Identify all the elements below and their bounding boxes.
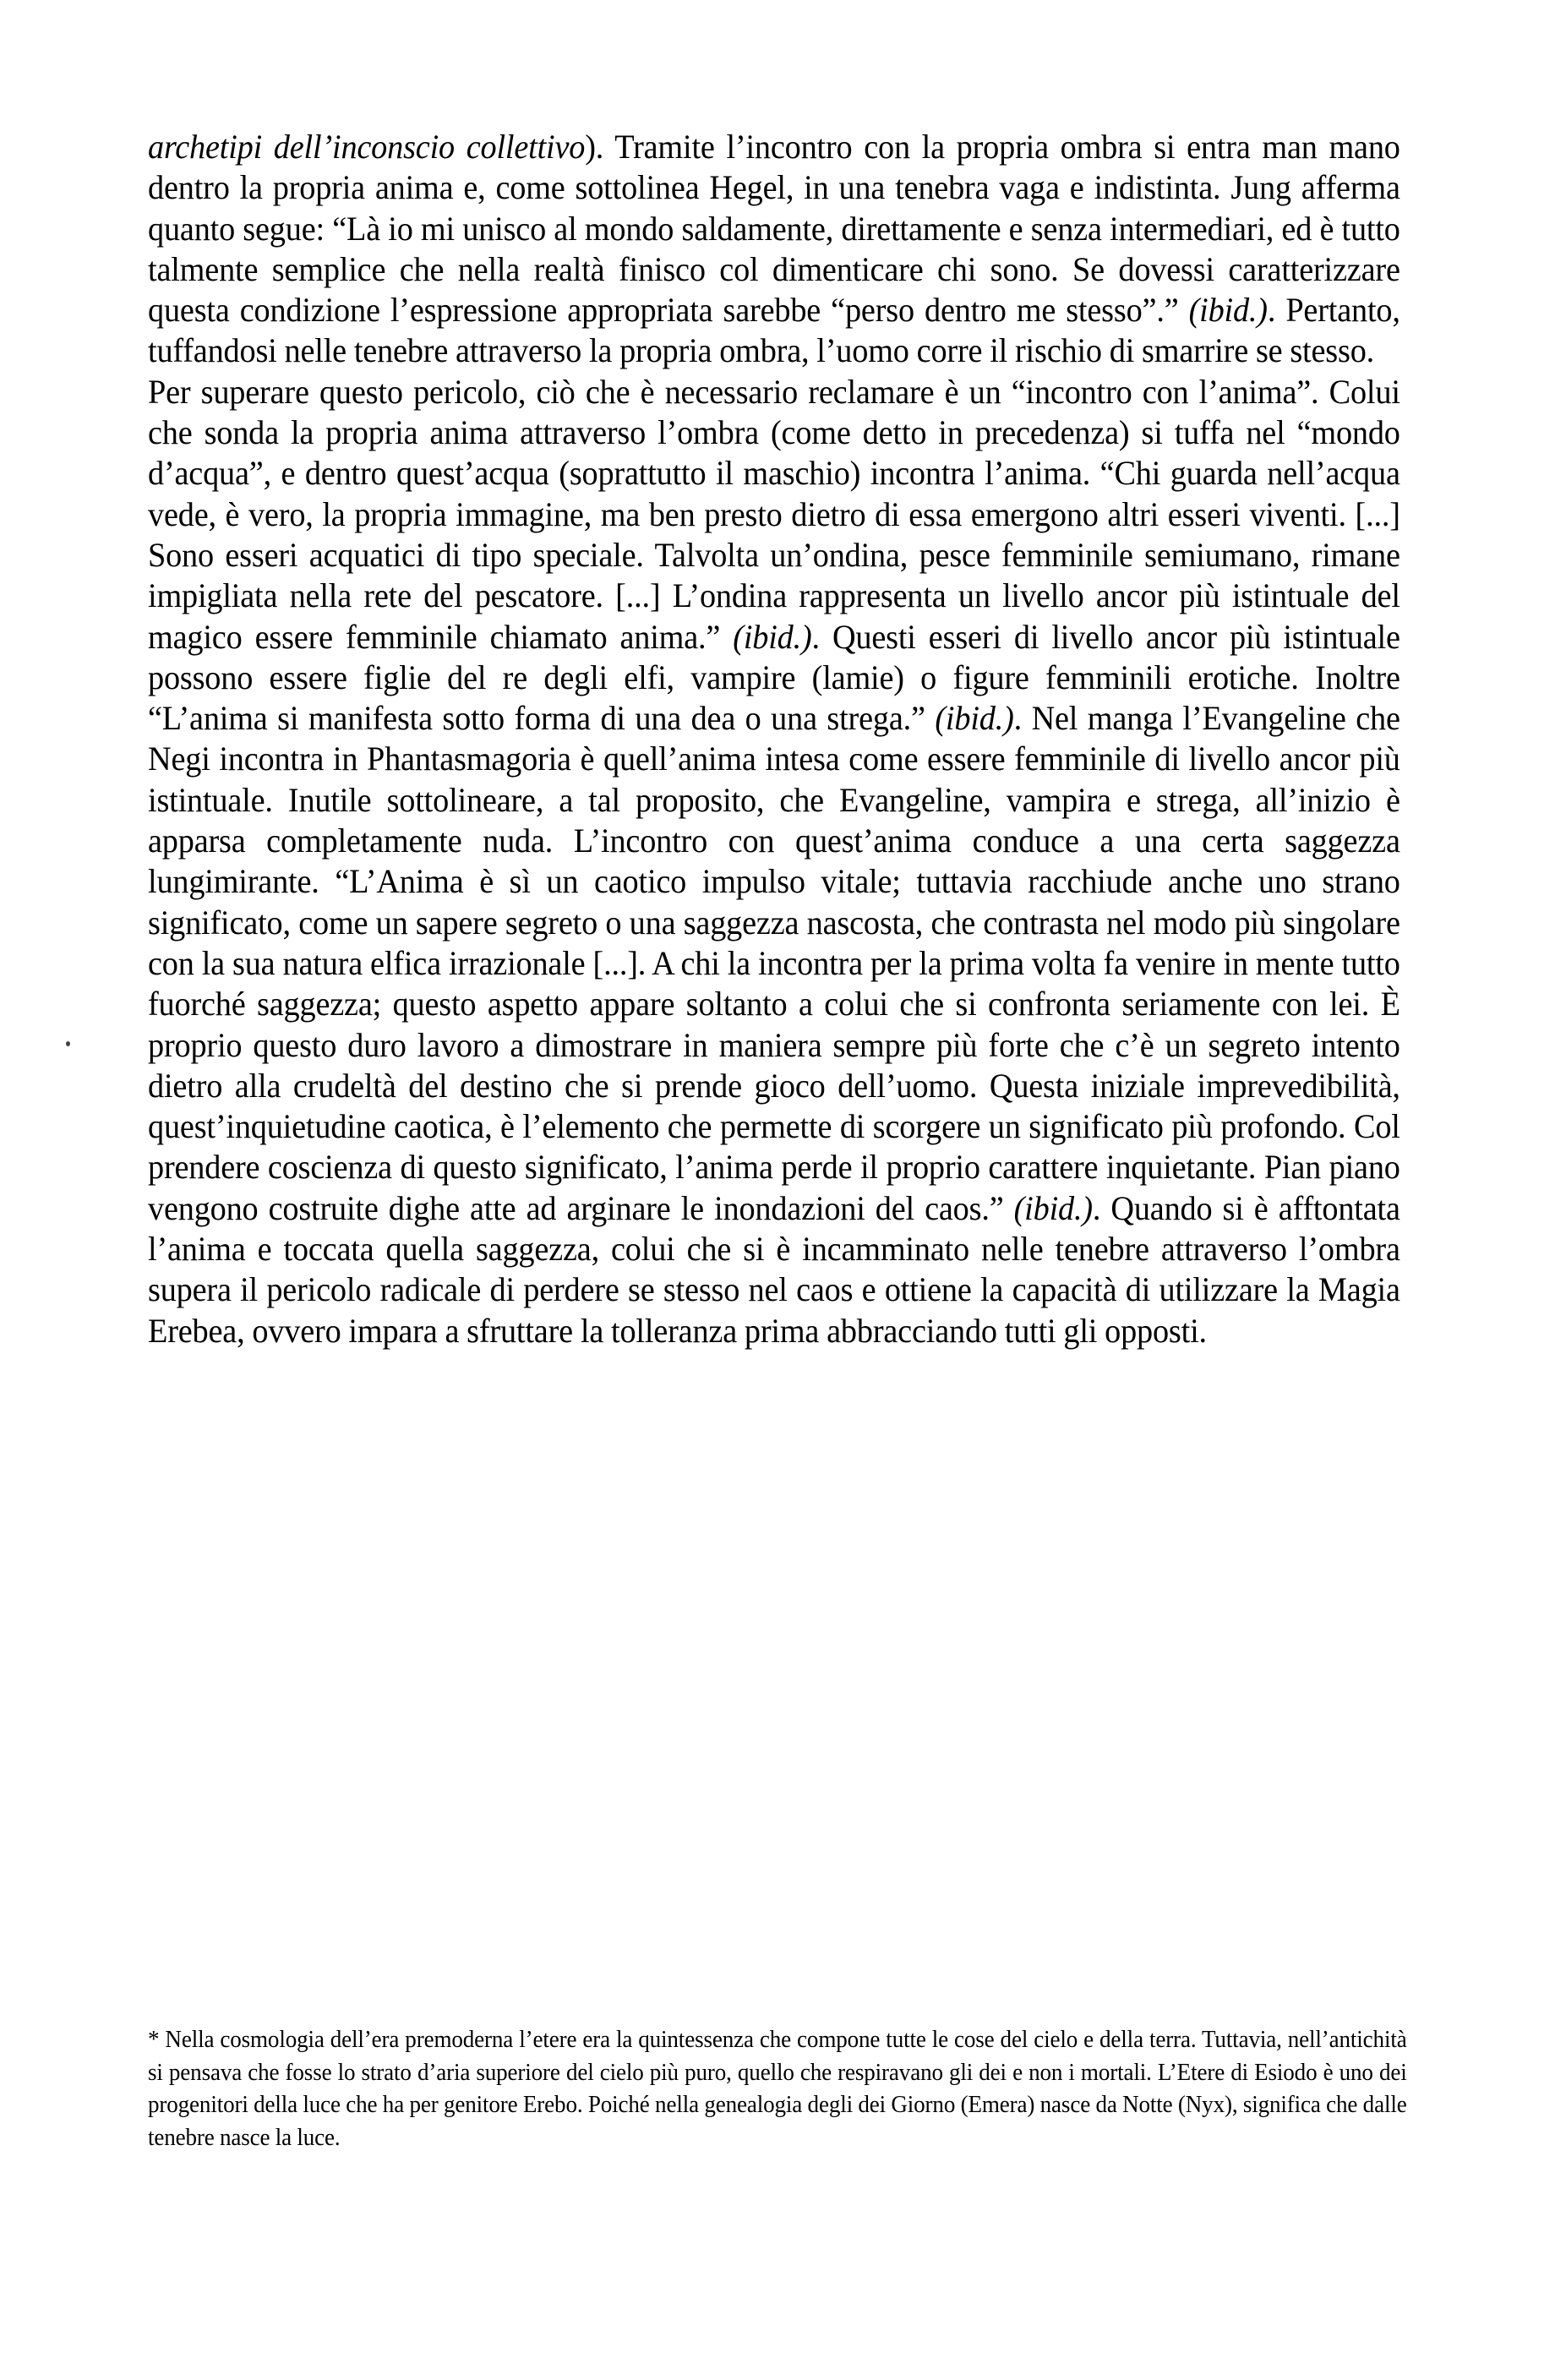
main-text-block <box>148 127 1400 1351</box>
paragraph-2-run-7: . Quando si è afftontata l’anima e toccata quella saggezza, colui che si è incamminato nelle tenebre attraverso l’ombra supera il pericolo radicale di perdere se stesso nel caos e ottiene la capacità di utilizzare la Magia Erebea, ovvero impara a sfruttare la tolleranza prima abbracciando tutti gli opposti. <box>148 1188 1400 1350</box>
italic-ibid-1: (ibid.) <box>1188 291 1268 330</box>
footnote-block <box>148 2024 1407 2154</box>
paragraph-2-run-1: Per superare questo pericolo, ciò che è necessario reclamare è un “incontro con l’anima”. Colui che sonda la propria anima attraverso l’ombra (come detto in precedenza) si tuffa nel “mondo d’acqua”, e dentro quest’acqua (soprattutto il maschio) incontra l’anima. “Chi guarda nell’acqua vede, è vero, la propria immagine, ma ben presto dietro di essa emergono altri esseri viventi. [...] Sono esseri acquatici di tipo speciale. Talvolta un’ondina, pesce femminile semiumano, rimane impigliata nella rete del pescatore. [...] L’ondina rappresenta un livello ancor più istintuale del magico essere femminile chiamato anima.” <box>148 372 1400 656</box>
paragraph-1 <box>148 127 1400 372</box>
paragraph-1-run-4: . Pertanto, tuffandosi nelle tenebre attraverso la propria ombra, l’uomo corre il rischio di smarrire se stesso. <box>148 291 1400 370</box>
footnote-text: * Nella cosmologia dell’era premoderna l’etere era la quintessenza che compone tutte le cose del cielo e della terra. Tuttavia, nell’antichità si pensava che fosse lo strato d’aria superiore del cielo più puro, quello che respiravano gli dei e non i mortali. L’Etere di Esiodo è uno dei progenitori della luce che ha per genitore Erebo. Poiché nella genealogia degli dei Giorno (Emera) nasce da Notte (Nyx), significa che dalle tenebre nasce la luce. <box>148 2027 1407 2151</box>
paragraph-1-run-2: ). Tramite l’incontro con la propria ombra si entra man mano dentro la propria anima e, come sottolinea Hegel, in una tenebra vaga e indistinta. Jung afferma quanto segue: “Là io mi unisco al mondo saldamente, direttamente e senza intermediari, ed è tutto talmente semplice che nella realtà finisco col dimenticare chi sono. Se dovessi caratterizzare questa condizione l’espressione appropriata sarebbe “perso dentro me stesso”.” <box>148 128 1400 330</box>
paragraph-2-run-3: . Questi esseri di livello ancor più istintuale possono essere figlie del re degli elfi, vampire (lamie) o figure femminili erotiche. Inoltre “L’anima si manifesta sotto forma di una dea o una strega.” <box>148 617 1400 738</box>
italic-ibid-4: (ibid.) <box>1013 1188 1093 1227</box>
italic-ibid-3: (ibid.) <box>935 699 1014 738</box>
scan-artifact-speck <box>66 1041 70 1046</box>
paragraph-2-run-5: . Nel manga l’Evangeline che Negi incontra in Phantasmagoria è quell’anima intesa come essere femminile di livello ancor più istintuale. Inutile sottolineare, a tal proposito, che Evangeline, vampira e strega, all’inizio è apparsa completamente nuda. L’incontro con quest’anima conduce a una certa saggezza lungimirante. “L’Anima è sì un caotico impulso vitale; tuttavia racchiude anche uno strano significato, come un sapere segreto o una saggezza nascosta, che contrasta nel modo più singolare con la sua natura elfica irrazionale [...]. A chi la incontra per la prima volta fa venire in mente tutto fuorché saggezza; questo aspetto appare soltanto a colui che si confronta seriamente con lei. È proprio questo duro lavoro a dimostrare in maniera sempre più forte che c’è un segreto intento dietro alla crudeltà del destino che si prende gioco dell’uomo. Questa iniziale imprevedibilità, quest’inquietudine caotica, è l’elemento che permette di scorgere un significato più profondo. Col prendere coscienza di questo significato, l’anima perde il proprio carattere inquietante. Pian piano vengono costruite dighe atte ad arginare le inondazioni del caos.” <box>148 699 1400 1227</box>
italic-ibid-2: (ibid.) <box>733 617 812 656</box>
paragraph-2 <box>148 372 1400 1351</box>
italic-citation-title: archetipi dell’inconscio collettivo <box>148 128 586 166</box>
